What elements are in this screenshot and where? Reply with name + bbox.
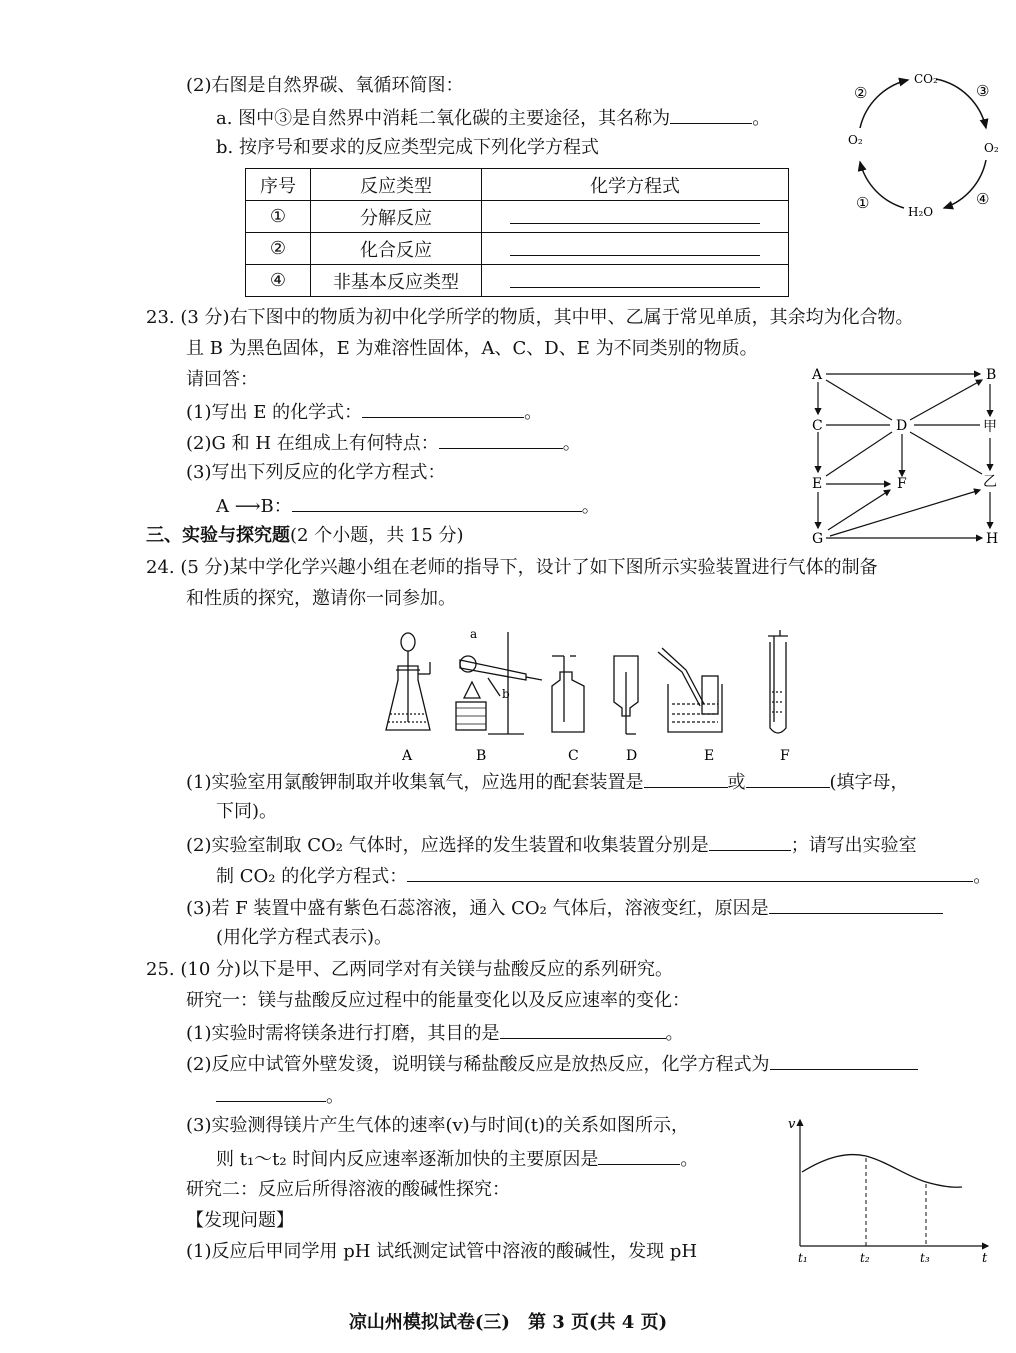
question-text: (2)G 和 H 在组成上有何特点：	[186, 433, 439, 454]
q25-s2-cont	[216, 1083, 344, 1109]
step-1-label: ①	[856, 194, 870, 212]
tick-t2: t₂	[860, 1251, 870, 1265]
node-e: E	[812, 476, 823, 492]
o2-right-label: O₂	[984, 141, 999, 155]
equation-cell[interactable]	[482, 201, 789, 233]
answer-blank[interactable]	[292, 493, 582, 512]
apparatus-e-trough	[658, 648, 722, 732]
question-text: ；请写出实验室	[790, 835, 917, 856]
answer-blank[interactable]	[644, 769, 728, 788]
question-text: (1)写出 E 的化学式：	[186, 402, 363, 423]
node-d: D	[896, 418, 908, 434]
reaction-type: 分解反应	[311, 201, 482, 233]
answer-blank[interactable]	[407, 863, 973, 882]
period: 。	[752, 108, 771, 129]
node-yi: 乙	[983, 474, 997, 490]
period: 。	[680, 1149, 699, 1170]
answer-blank[interactable]	[362, 399, 524, 418]
q22-intro: (2)右图是自然界碳、氧循环简图：	[186, 75, 464, 96]
q23-ask: 请回答：	[186, 369, 258, 390]
answer-blank[interactable]	[598, 1146, 680, 1165]
q22-a	[216, 105, 770, 131]
lab-apparatus-figure	[376, 622, 816, 772]
node-c: C	[812, 418, 823, 434]
question-text: (3)若 F 装置中盛有紫色石蕊溶液，通入 CO₂ 气体后，溶液变红，原因是	[186, 898, 769, 919]
carbon-oxygen-cycle-diagram	[838, 66, 1008, 226]
apparatus-b-heating	[456, 632, 542, 734]
question-text: 则 t₁～t₂ 时间内反应速率逐渐加快的主要原因是	[216, 1149, 599, 1170]
node-f: F	[897, 476, 907, 492]
q25-find: 【发现问题】	[186, 1210, 294, 1231]
q24-s1c: 下同)。	[216, 801, 278, 822]
q24-line2: 和性质的探究，邀请你一同参加。	[186, 588, 456, 609]
substance-relation-diagram	[806, 364, 1006, 544]
question-text: (2)反应中试管外壁发烫，说明镁与稀盐酸反应是放热反应，化学方程式为	[186, 1054, 770, 1075]
question-text: (2)实验室制取 CO₂ 气体时，应选择的发生装置和收集装置分别是	[186, 835, 709, 856]
tick-t3: t₃	[920, 1251, 930, 1265]
q23-s2	[186, 430, 581, 456]
period: 。	[562, 433, 581, 454]
co2-label: CO₂	[914, 72, 938, 86]
q23-line1: 23. (3 分)右下图中的物质为初中化学所学的物质，其中甲、乙属于常见单质，其余均为化合物。	[146, 307, 914, 328]
q24-s2	[186, 832, 917, 858]
question-text: 制 CO₂ 的化学方程式：	[216, 866, 408, 887]
node-b: B	[986, 367, 997, 383]
answer-blank[interactable]	[500, 1020, 666, 1039]
q25-line1: 25. (10 分)以下是甲、乙两同学对有关镁与盐酸反应的系列研究。	[146, 959, 674, 980]
q23-s1	[186, 399, 542, 425]
apparatus-label-a: A	[402, 748, 413, 764]
q25-s3a: (3)实验测得镁片产生气体的速率(v)与时间(t)的关系如图所示，	[186, 1115, 689, 1136]
table-row	[246, 265, 789, 297]
q23-s3: (3)写出下列反应的化学方程式：	[186, 462, 446, 483]
equation-cell[interactable]	[482, 233, 789, 265]
q25-s3b	[216, 1146, 698, 1172]
q23-s3a	[216, 493, 600, 519]
question-text: (1)实验时需将镁条进行打磨，其目的是	[186, 1023, 500, 1044]
step-2-label: ②	[854, 84, 868, 102]
tick-t1: t₁	[798, 1251, 808, 1265]
answer-blank[interactable]	[709, 832, 791, 851]
equation-cell[interactable]	[482, 265, 789, 297]
node-h: H	[986, 531, 999, 544]
reaction-type: 非基本反应类型	[311, 265, 482, 297]
period: 。	[665, 1023, 684, 1044]
table-header: 化学方程式	[482, 169, 789, 201]
apparatus-label-f: F	[780, 748, 790, 764]
period: 。	[973, 866, 992, 887]
row-number: ①	[246, 201, 311, 233]
h2o-label: H₂O	[908, 205, 934, 219]
row-number: ④	[246, 265, 311, 297]
page-footer: 凉山州模拟试卷(三) 第 3 页(共 4 页)	[348, 1312, 668, 1333]
period: 。	[524, 402, 543, 423]
q25-study2: 研究二：反应后所得溶液的酸碱性探究：	[186, 1179, 510, 1200]
section-note: (2 个小题，共 15 分)	[290, 525, 464, 546]
table-header: 反应类型	[311, 169, 482, 201]
label-b-mark: b	[502, 687, 510, 701]
label-a-mark: a	[470, 627, 478, 641]
period: 。	[326, 1086, 344, 1107]
q25-s1	[186, 1020, 684, 1046]
q24-s3	[186, 895, 943, 921]
apparatus-a-flask	[386, 633, 430, 730]
q25-f1: (1)反应后甲同学用 pH 试纸测定试管中溶液的酸碱性，发现 pH	[186, 1241, 698, 1262]
question-text: (填字母，	[829, 772, 909, 793]
period: 。	[581, 496, 600, 517]
question-text: (1)实验室用氯酸钾制取并收集氧气，应选用的配套装置是	[186, 772, 644, 793]
apparatus-label-c: C	[568, 748, 579, 764]
o2-left-label: O₂	[848, 133, 863, 147]
q22-a-text: a. 图中③是自然界中消耗二氧化碳的主要途径，其名称为	[216, 108, 671, 129]
q25-study1: 研究一：镁与盐酸反应过程中的能量变化以及反应速率的变化：	[186, 990, 690, 1011]
node-jia: 甲	[983, 419, 997, 435]
row-number: ②	[246, 233, 311, 265]
q24-s2c	[216, 863, 991, 889]
table-header: 序号	[246, 169, 311, 201]
apparatus-label-d: D	[626, 748, 638, 764]
q25-s2	[186, 1051, 918, 1077]
axis-t-label: t	[982, 1251, 988, 1266]
question-text: A ⟶B：	[216, 496, 292, 517]
section-title: 三、实验与探究题	[146, 525, 290, 546]
rate-time-graph	[788, 1112, 998, 1268]
answer-blank[interactable]	[770, 1051, 918, 1070]
question-text: 或	[727, 772, 746, 793]
axis-v-label: v	[788, 1117, 796, 1132]
apparatus-label-e: E	[704, 748, 715, 764]
step-4-label: ④	[976, 190, 990, 208]
answer-blank[interactable]	[746, 769, 830, 788]
answer-blank[interactable]	[670, 105, 752, 124]
apparatus-c-bottle	[552, 656, 584, 732]
apparatus-f-test-tube	[768, 630, 788, 733]
reaction-table	[245, 168, 789, 297]
step-3-label: ③	[976, 82, 990, 100]
q24-line1: 24. (5 分)某中学化学兴趣小组在老师的指导下，设计了如下图所示实验装置进行气体的制备	[146, 557, 878, 578]
answer-blank[interactable]	[439, 430, 563, 449]
apparatus-d-inverted-bottle	[614, 656, 638, 734]
answer-blank[interactable]	[769, 895, 943, 914]
q23-line2: 且 B 为黑色固体，E 为难溶性固体，A、C、D、E 为不同类别的物质。	[186, 338, 758, 359]
table-row	[246, 233, 789, 265]
section-3-heading	[146, 524, 464, 548]
q24-s3b: (用化学方程式表示)。	[216, 927, 393, 948]
node-a: A	[812, 367, 823, 383]
q22-b: b. 按序号和要求的反应类型完成下列化学方程式	[216, 137, 599, 158]
table-row	[246, 201, 789, 233]
answer-blank[interactable]	[216, 1083, 326, 1102]
apparatus-label-b: B	[476, 748, 487, 764]
reaction-type: 化合反应	[311, 233, 482, 265]
node-g: G	[812, 531, 824, 544]
q24-s1	[186, 769, 909, 795]
